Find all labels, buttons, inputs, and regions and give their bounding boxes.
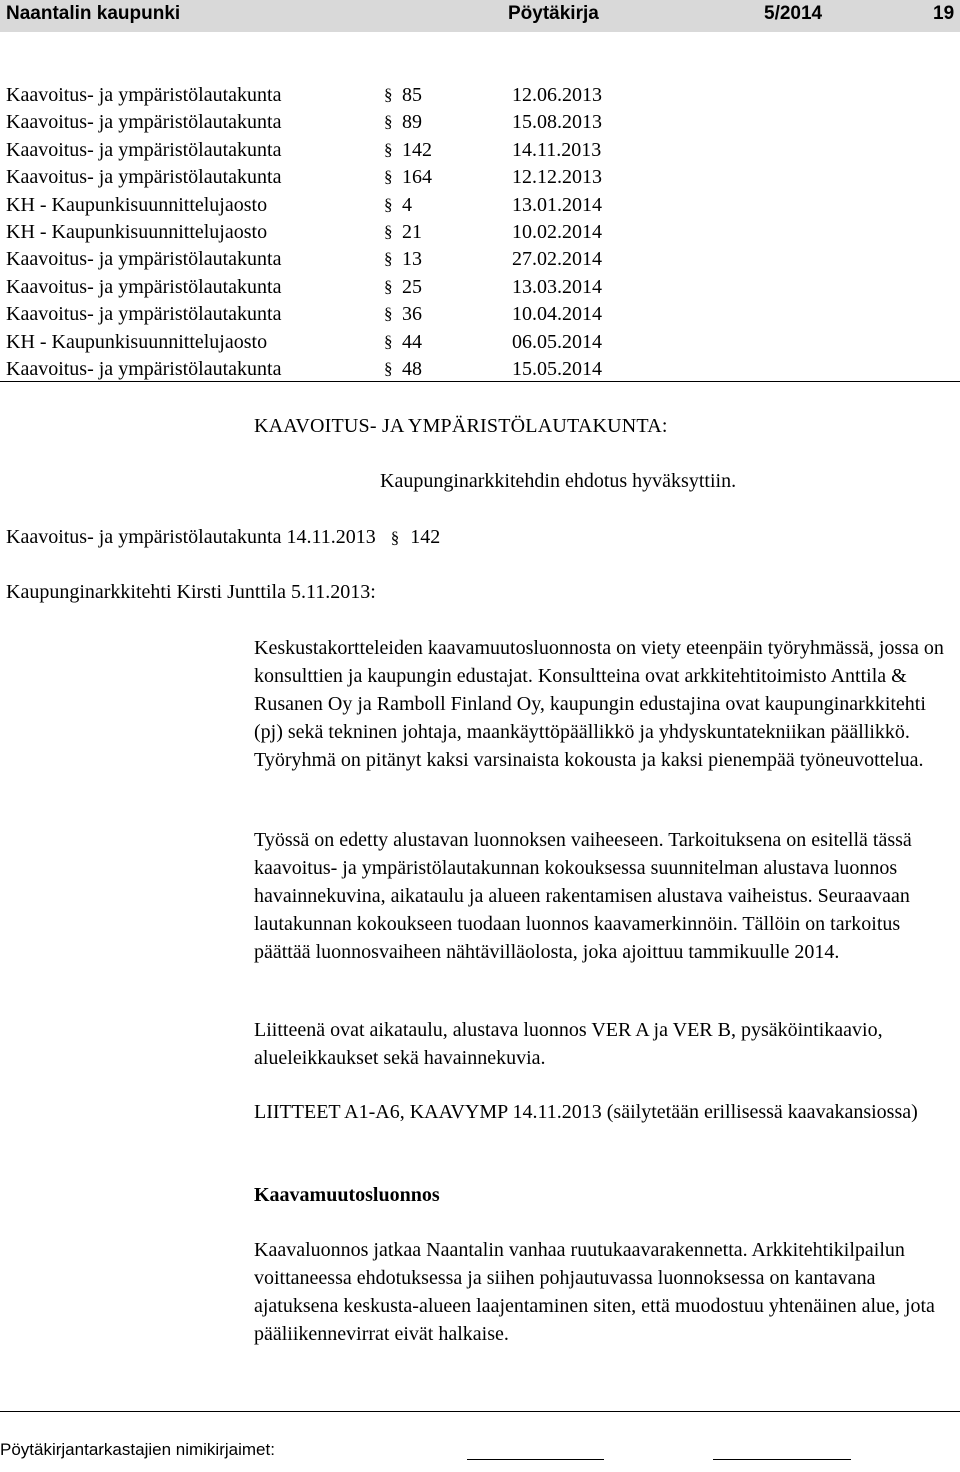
history-section-number: 142 xyxy=(402,138,432,161)
decision-text: Kaupunginarkkitehdin ehdotus hyväksyttiin. xyxy=(380,470,737,492)
paragraph-2: Työssä on edetty alustavan luonnoksen vaiheeseen. Tarkoituksena on esitellä tässä kaavoitus- ja ympäristölautakunnan kokouksessa suunnitelman alustava luonnos havainnekuvina, aikataulu ja alueen rakentamisen alustava vaiheistus. Seuraavaan lautakunnan kokoukseen tuodaan luonnos kaavamerkinnöin. Tällöin on tarkoitus päättää luonnosvaiheen nähtävilläolosta, joka ajoittuu tammikuulle 2014. xyxy=(254,829,912,963)
section-icon: § xyxy=(384,167,393,187)
signature-line-1[interactable] xyxy=(467,1459,604,1460)
page-header xyxy=(0,0,960,32)
history-body: Kaavoitus- ja ympäristölautakunta xyxy=(6,358,282,380)
section-icon: § xyxy=(384,194,393,214)
history-body: Kaavoitus- ja ympäristölautakunta xyxy=(6,248,282,271)
history-date: 12.06.2013 xyxy=(512,84,602,106)
section-icon: § xyxy=(390,528,400,547)
history-body: KH - Kaupunkisuunnittelujaosto xyxy=(6,330,268,353)
organization-name: Naantalin kaupunki xyxy=(6,3,181,24)
section-icon: § xyxy=(384,276,393,296)
footer-label: Pöytäkirjantarkastajien nimikirjaimet: xyxy=(0,1440,275,1459)
history-section-number: 4 xyxy=(402,193,412,216)
paragraph-1: Keskustakortteleiden kaavamuutosluonnosta on viety eteenpäin työryhmässä, jossa on konsulttien ja kaupungin edustajat. Konsultteina ovat arkkitehtitoimisto Anttila & Rusanen Oy ja Ramboll Finland Oy, kaupungin edustajina ovat kaupunginarkkitehti (pj) sekä tekninen johtaja, maankäyttöpäällikkö ja yhdyskuntatekniikan päällikkö. Työryhmä on pitänyt kaksi varsinaista kokousta ja kaksi pienempää työneuvottelua. xyxy=(254,637,944,771)
history-section-number: 89 xyxy=(402,111,422,134)
paragraph-4: LIITTEET A1-A6, KAAVYMP 14.11.2013 (säilytetään erillisessä kaavakansiossa) xyxy=(254,1101,918,1123)
section-icon: § xyxy=(384,359,393,378)
section-icon: § xyxy=(384,249,393,269)
history-section-number: 36 xyxy=(402,303,422,326)
history-date: 13.01.2014 xyxy=(512,193,602,216)
paragraph-5: Kaavaluonnos jatkaa Naantalin vanhaa ruutukaavarakennetta. Arkkitehtikilpailun voittaneessa ehdotuksessa ja siihen pohjautuvassa luonnoksessa on kantavana ajatuksena keskusta-alueen laajentaminen siten, että muodostuu yhtenäinen alue, jota pääliikennevirrat eivät halkaise. xyxy=(254,1239,935,1345)
section-icon: § xyxy=(384,85,393,104)
section-icon: § xyxy=(384,222,393,241)
history-date: 27.02.2014 xyxy=(512,248,602,271)
history-section-number: 85 xyxy=(402,84,422,106)
paragraph-3: Liitteenä ovat aikataulu, alustava luonnos VER A ja VER B, pysäköintikaavio, alueleikkaukset sekä havainnekuvia. xyxy=(254,1019,883,1069)
history-body: Kaavoitus- ja ympäristölautakunta xyxy=(6,84,282,106)
history-section-number: 21 xyxy=(402,221,422,243)
footer-divider xyxy=(0,1411,960,1412)
history-date: 12.12.2013 xyxy=(512,166,602,189)
section-icon: § xyxy=(384,139,393,159)
history-body: Kaavoitus- ja ympäristölautakunta xyxy=(6,138,282,161)
reference-line xyxy=(6,524,440,551)
history-body: KH - Kaupunkisuunnittelujaosto xyxy=(6,193,268,216)
history-date: 10.02.2014 xyxy=(512,221,602,243)
section-icon: § xyxy=(384,331,393,351)
history-body: Kaavoitus- ja ympäristölautakunta xyxy=(6,166,282,189)
subheading: Kaavamuutosluonnos xyxy=(254,1184,440,1206)
reference-number: 142 xyxy=(410,526,441,548)
history-body: Kaavoitus- ja ympäristölautakunta xyxy=(6,275,282,298)
history-divider xyxy=(0,381,960,382)
history-date: 10.04.2014 xyxy=(512,303,602,326)
history-body: KH - Kaupunkisuunnittelujaosto xyxy=(6,221,268,243)
history-body: Kaavoitus- ja ympäristölautakunta xyxy=(6,303,282,326)
issue-number: 5/2014 xyxy=(764,3,823,24)
presenter-line: Kaupunginarkkitehti Kirsti Junttila 5.11.2013: xyxy=(6,581,376,603)
page-number: 19 xyxy=(933,3,955,24)
history-date: 14.11.2013 xyxy=(512,138,602,161)
history-section-number: 44 xyxy=(402,330,422,353)
document-type: Pöytäkirja xyxy=(508,3,599,24)
history-section-number: 13 xyxy=(402,248,422,271)
reference-label: Kaavoitus- ja ympäristölautakunta 14.11.2013 xyxy=(6,526,376,548)
history-section-number: 164 xyxy=(402,166,432,189)
history-date: 15.08.2013 xyxy=(512,111,602,134)
history-section-number: 48 xyxy=(402,358,422,380)
history-date: 15.05.2014 xyxy=(512,358,602,380)
section-icon: § xyxy=(384,304,393,324)
history-body: Kaavoitus- ja ympäristölautakunta xyxy=(6,111,282,134)
decision-heading: KAAVOITUS- JA YMPÄRISTÖLAUTAKUNTA: xyxy=(254,415,668,437)
section-icon: § xyxy=(384,112,393,132)
history-section-number: 25 xyxy=(402,275,422,298)
history-date: 06.05.2014 xyxy=(512,330,602,353)
history-date: 13.03.2014 xyxy=(512,275,602,298)
signature-line-2[interactable] xyxy=(713,1459,851,1460)
